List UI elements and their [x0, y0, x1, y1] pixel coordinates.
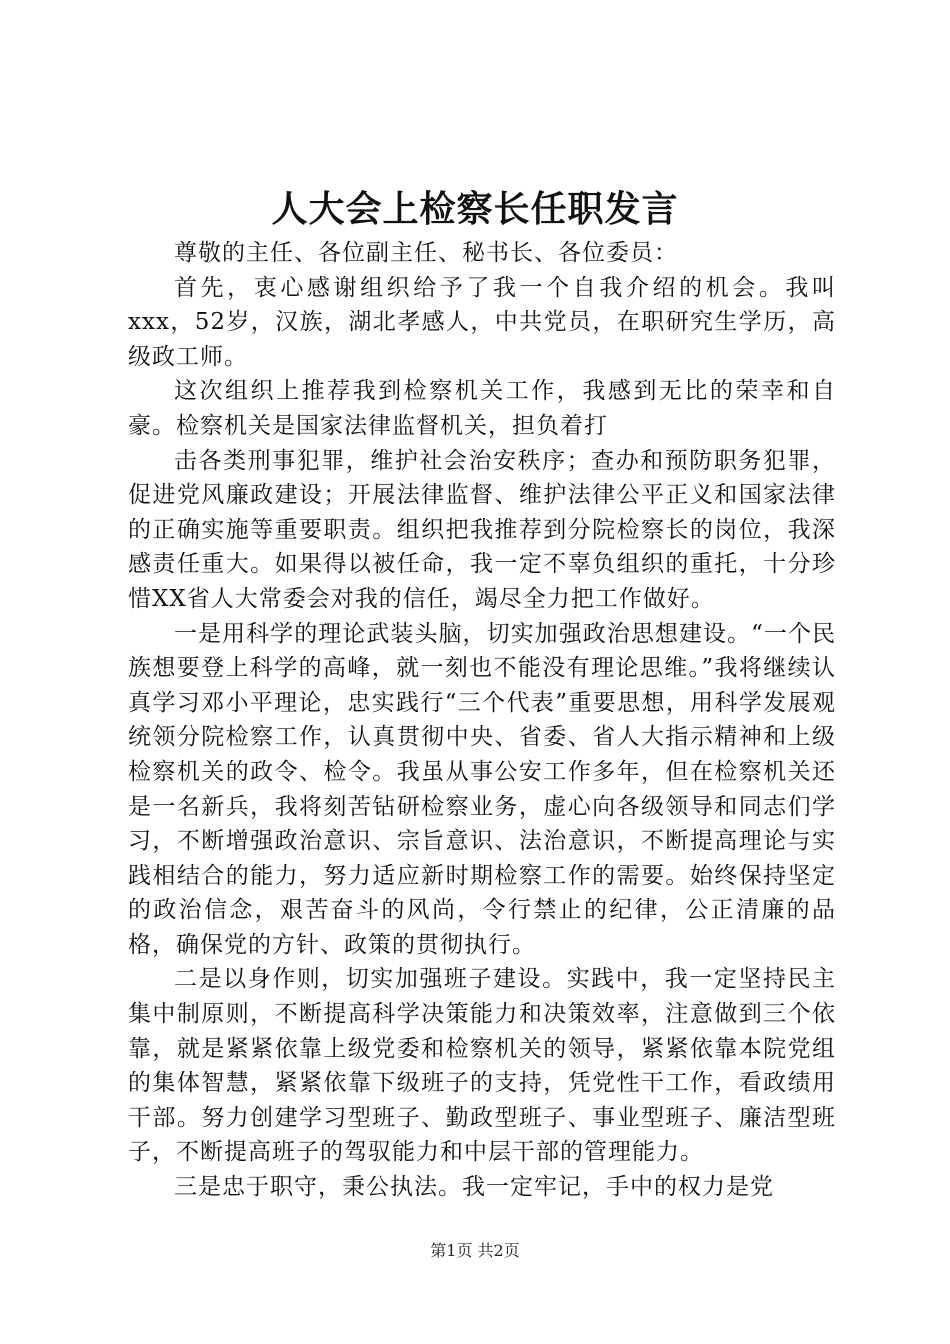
document-body [128, 236, 836, 1205]
recommendation-paragraph: 这次组织上推荐我到检察机关工作，我感到无比的荣幸和自豪。检察机关是国家法律监督机关，担负着打 [128, 378, 836, 439]
point-one-paragraph: 一是用科学的理论武装头脑，切实加强政治思想建设。“一个民族想要登上科学的高峰，就一刻也不能没有理论思维。”我将继续认真学习邓小平理论，忠实践行“三个代表”重要思想，用科学发展观统领分院检察工作，认真贯彻中央、省委、省人大指示精神和上级检察机关的政令、检令。我虽从事公安工作多年，但在检察机关还是一名新兵，我将刻苦钻研检察业务，虚心向各级领导和同志们学习，不断增强政治意识、宗旨意识、法治意识，不断提高理论与实践相结合的能力，努力适应新时期检察工作的需要。始终保持坚定的政治信念，艰苦奋斗的风尚，令行禁止的纪律，公正清廉的品格，确保党的方针、政策的贯彻执行。 [128, 620, 836, 958]
page-title: 人大会上检察长任职发言 [271, 188, 679, 230]
introduction-paragraph: 首先，衷心感谢组织给予了我一个自我介绍的机会。我叫xxx，52岁，汉族，湖北孝感人，中共党员，在职研究生学历，高级政工师。 [128, 274, 836, 370]
point-three-paragraph: 三是忠于职守，秉公执法。我一定牢记，手中的权力是党 [174, 1174, 774, 1201]
page-footer: 第1页 共2页 [430, 1241, 520, 1260]
duties-paragraph: 击各类刑事犯罪，维护社会治安秩序；查办和预防职务犯罪，促进党风廉政建设；开展法律监督、维护法律公平正义和国家法律的正确实施等重要职责。组织把我推荐到分院检察长的岗位，我深感责任重大。如果得以被任命，我一定不辜负组织的重托，十分珍惜XX省人大常委会对我的信任，竭尽全力把工作做好。 [128, 447, 836, 612]
point-two-paragraph: 二是以身作则，切实加强班子建设。实践中，我一定坚持民主集中制原则，不断提高科学决策能力和决策效率，注意做到三个依靠，就是紧紧依靠上级党委和检察机关的领导，紧紧依靠本院党组的集体智慧，紧紧依靠下级班子的支持，凭党性干工作，看政绩用干部。努力创建学习型班子、勤政型班子、事业型班子、廉洁型班子，不断提高班子的驾驭能力和中层干部的管理能力。 [128, 966, 836, 1166]
salutation-paragraph: 尊敬的主任、各位副主任、秘书长、各位委员： [174, 240, 678, 266]
